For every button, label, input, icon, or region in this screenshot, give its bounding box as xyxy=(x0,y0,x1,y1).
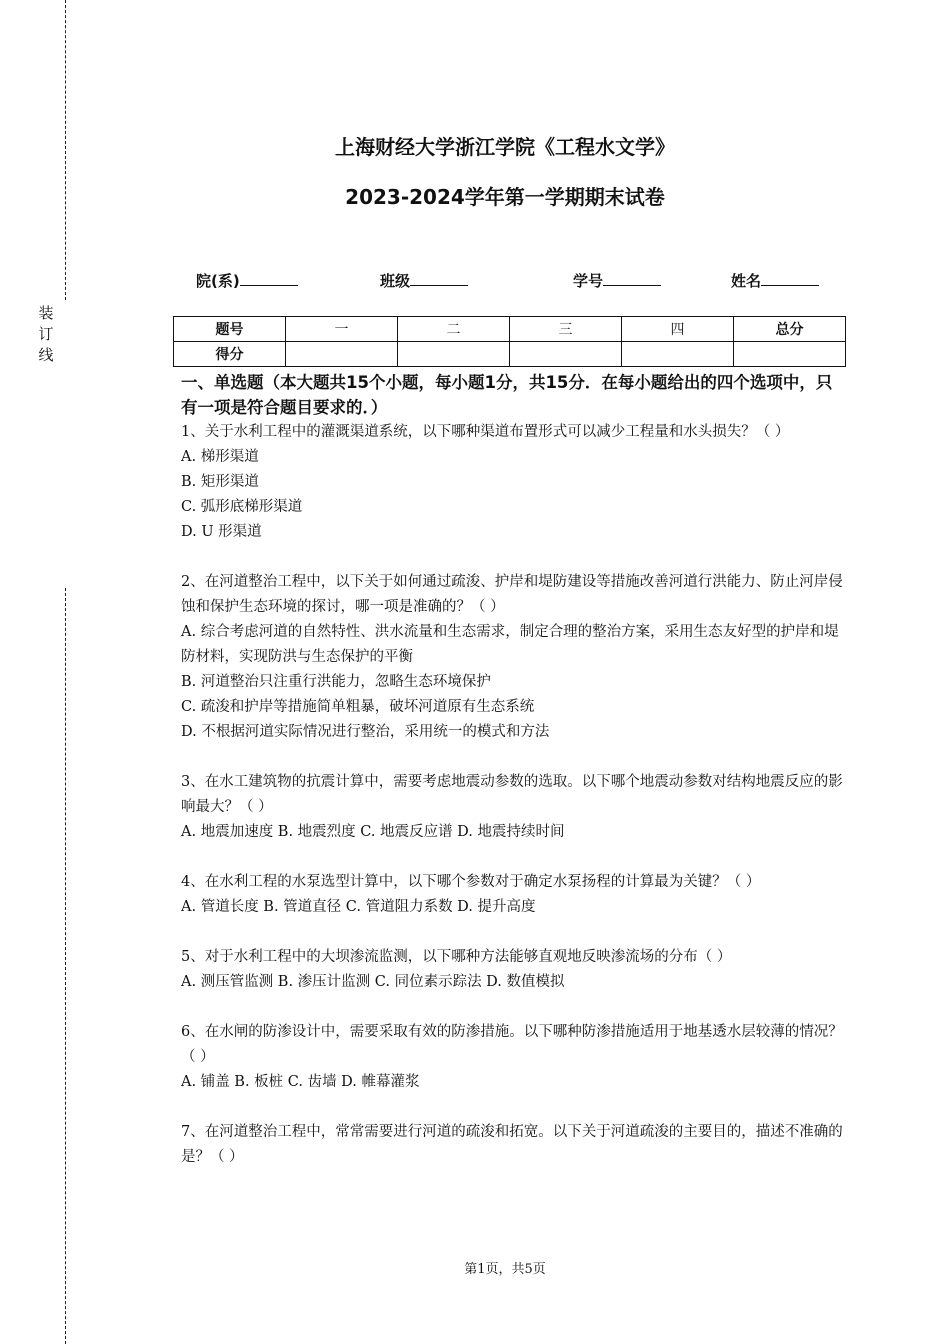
info-field-class: 班级 xyxy=(380,269,468,291)
question-option: C. 疏浚和护岸等措施简单粗暴，破坏河道原有生态系统 xyxy=(181,699,535,715)
score-cell-header: 三 xyxy=(510,317,622,342)
question-stem: 6、在水闸的防渗设计中，需要采取有效的防渗措施。以下哪种防渗措施适用于地基透水层较薄的情况？（ ） xyxy=(181,1024,843,1065)
score-cell-empty xyxy=(398,342,510,367)
score-cell-empty xyxy=(510,342,622,367)
question-1 xyxy=(181,420,846,545)
binding-label: 装订线 xyxy=(38,304,54,364)
info-field-name: 姓名 xyxy=(731,269,819,291)
question-3 xyxy=(181,770,846,845)
score-cell-label: 题号 xyxy=(174,317,286,342)
question-options-inline: A. 测压管监测 B. 渗压计监测 C. 同位素示踪法 D. 数值模拟 xyxy=(181,974,565,990)
question-stem: 7、在河道整治工程中，常常需要进行河道的疏浚和拓宽。以下关于河道疏浚的主要目的，描述不准确的是？（ ） xyxy=(181,1124,843,1165)
question-stem: 1、关于水利工程中的灌溉渠道系统，以下哪种渠道布置形式可以减少工程量和水头损失？（ ） xyxy=(181,424,790,440)
score-table xyxy=(173,316,846,367)
score-cell-header: 四 xyxy=(622,317,734,342)
score-table-score-row xyxy=(174,342,846,367)
question-4 xyxy=(181,870,846,920)
question-option: B. 河道整治只注重行洪能力，忽略生态环境保护 xyxy=(181,674,491,690)
binding-dashed-line-bottom xyxy=(65,588,66,1344)
question-options-inline: A. 铺盖 B. 板桩 C. 齿墙 D. 帷幕灌浆 xyxy=(181,1074,420,1090)
question-stem: 5、对于水利工程中的大坝渗流监测，以下哪种方法能够直观地反映渗流场的分布（ ） xyxy=(181,949,732,965)
question-list xyxy=(181,420,846,1170)
question-2 xyxy=(181,570,846,745)
info-field-student-id: 学号 xyxy=(573,269,661,291)
score-cell-header: 一 xyxy=(286,317,398,342)
score-cell-empty xyxy=(286,342,398,367)
exam-title: 上海财经大学浙江学院《工程水文学》 xyxy=(335,135,675,159)
score-cell-header: 二 xyxy=(398,317,510,342)
question-stem: 3、在水工建筑物的抗震计算中，需要考虑地震动参数的选取。以下哪个地震动参数对结构地震反应的影响最大？（ ） xyxy=(181,774,843,815)
score-table-header-row xyxy=(174,317,846,342)
score-cell-empty xyxy=(622,342,734,367)
exam-subtitle: 2023-2024学年第一学期期末试卷 xyxy=(345,185,665,209)
score-cell-label: 得分 xyxy=(174,342,286,367)
question-7 xyxy=(181,1120,846,1170)
section-heading: 一、单选题（本大题共15个小题，每小题1分，共15分．在每小题给出的四个选项中，只有一项是符合题目要求的．） xyxy=(181,373,833,417)
question-option: B. 矩形渠道 xyxy=(181,474,259,490)
question-options-inline: A. 地震加速度 B. 地震烈度 C. 地震反应谱 D. 地震持续时间 xyxy=(181,824,565,840)
page-footer: 第1页，共5页 xyxy=(464,1262,546,1277)
question-option: C. 弧形底梯形渠道 xyxy=(181,499,303,515)
score-cell-header: 总分 xyxy=(734,317,846,342)
question-option: D. 不根据河道实际情况进行整治，采用统一的模式和方法 xyxy=(181,724,550,740)
question-stem: 4、在水利工程的水泵选型计算中，以下哪个参数对于确定水泵扬程的计算最为关键？（ ） xyxy=(181,874,761,890)
question-6 xyxy=(181,1020,846,1095)
question-option: A. 梯形渠道 xyxy=(181,449,259,465)
score-cell-empty xyxy=(734,342,846,367)
question-option: D. U 形渠道 xyxy=(181,524,262,540)
question-5 xyxy=(181,945,846,995)
info-field-department: 院(系) xyxy=(196,269,298,291)
question-option: A. 综合考虑河道的自然特性、洪水流量和生态需求，制定合理的整治方案，采用生态友好型的护岸和堤防材料，实现防洪与生态保护的平衡 xyxy=(181,624,839,665)
question-options-inline: A. 管道长度 B. 管道直径 C. 管道阻力系数 D. 提升高度 xyxy=(181,899,536,915)
question-stem: 2、在河道整治工程中，以下关于如何通过疏浚、护岸和堤防建设等措施改善河道行洪能力、防止河岸侵蚀和保护生态环境的探讨，哪一项是准确的？（ ） xyxy=(181,574,843,615)
